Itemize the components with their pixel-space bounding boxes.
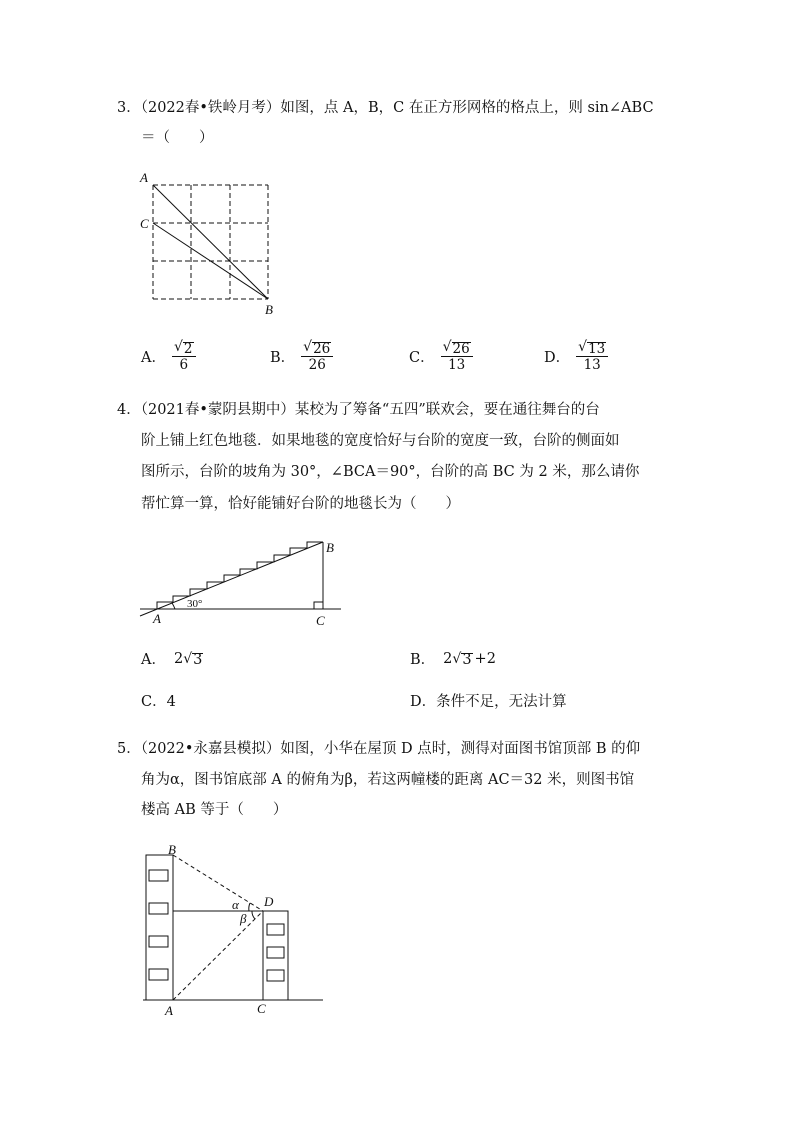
q5-text-line1: 5．（2022•永嘉县模拟）如图，小华在屋顶 D 点时，测得对面图书馆顶部 B 的仰 <box>117 741 641 757</box>
q3-option-d[interactable]: D． √ 13 13 <box>544 340 608 373</box>
q4-text-line3: 图所示，台阶的坡角为 30°，∠BCA＝90°，台阶的高 BC 为 2 米，那么请你 <box>141 464 640 480</box>
q4-option-c[interactable]: C．4 <box>141 694 176 710</box>
q3-option-b[interactable]: B． √ 26 26 <box>270 340 333 373</box>
segment-ab <box>153 185 268 299</box>
angle-label: 30° <box>187 598 203 610</box>
label-beta: β <box>240 911 247 926</box>
label-b: B <box>265 302 273 317</box>
label-alpha: α <box>232 897 239 912</box>
q4-text-line4: 帮忙算一算，恰好能铺好台阶的地毯长为（ ） <box>141 496 460 512</box>
q3-text-line1: 3．（2022春•铁岭月考）如图，点 A，B，C 在正方形网格的格点上，则 sin∠ABC <box>117 100 654 116</box>
q4-option-d[interactable]: D．条件不足，无法计算 <box>410 694 567 710</box>
label-c: C <box>140 216 149 231</box>
label-a: A <box>140 170 148 185</box>
q4-stairs-figure <box>135 532 355 632</box>
label-d: D <box>264 894 274 909</box>
q5-text-line3: 楼高 AB 等于（ ） <box>141 802 288 818</box>
label-a: A <box>165 1003 173 1018</box>
q3-option-a[interactable]: A． √ 2 6 <box>141 340 196 373</box>
label-b: B <box>326 540 334 555</box>
q4-text-line1: 4．（2021春•蒙阴县期中）某校为了筹备“五四”联欢会，要在通往舞台的台 <box>117 402 600 418</box>
q4-option-b[interactable]: B． 2 √ 3 +2 <box>410 650 496 668</box>
q5-buildings-figure <box>138 840 338 1020</box>
label-c: C <box>316 613 325 628</box>
q4-option-a[interactable]: A． 2 √ 3 <box>141 650 203 668</box>
q3-option-c[interactable]: C． √ 26 13 <box>409 340 473 373</box>
q4-text-line2: 阶上铺上红色地毯．如果地毯的宽度恰好与台阶的宽度一致，台阶的侧面如 <box>141 433 620 449</box>
label-b: B <box>168 842 176 857</box>
label-a: A <box>153 611 161 626</box>
q5-text-line2: 角为α，图书馆底部 A 的俯角为β，若这两幢楼的距离 AC＝32 米，则图书馆 <box>141 772 635 788</box>
q3-text-line2: ＝（ ） <box>141 130 214 146</box>
q3-grid-figure <box>130 168 290 318</box>
label-c: C <box>257 1001 266 1016</box>
